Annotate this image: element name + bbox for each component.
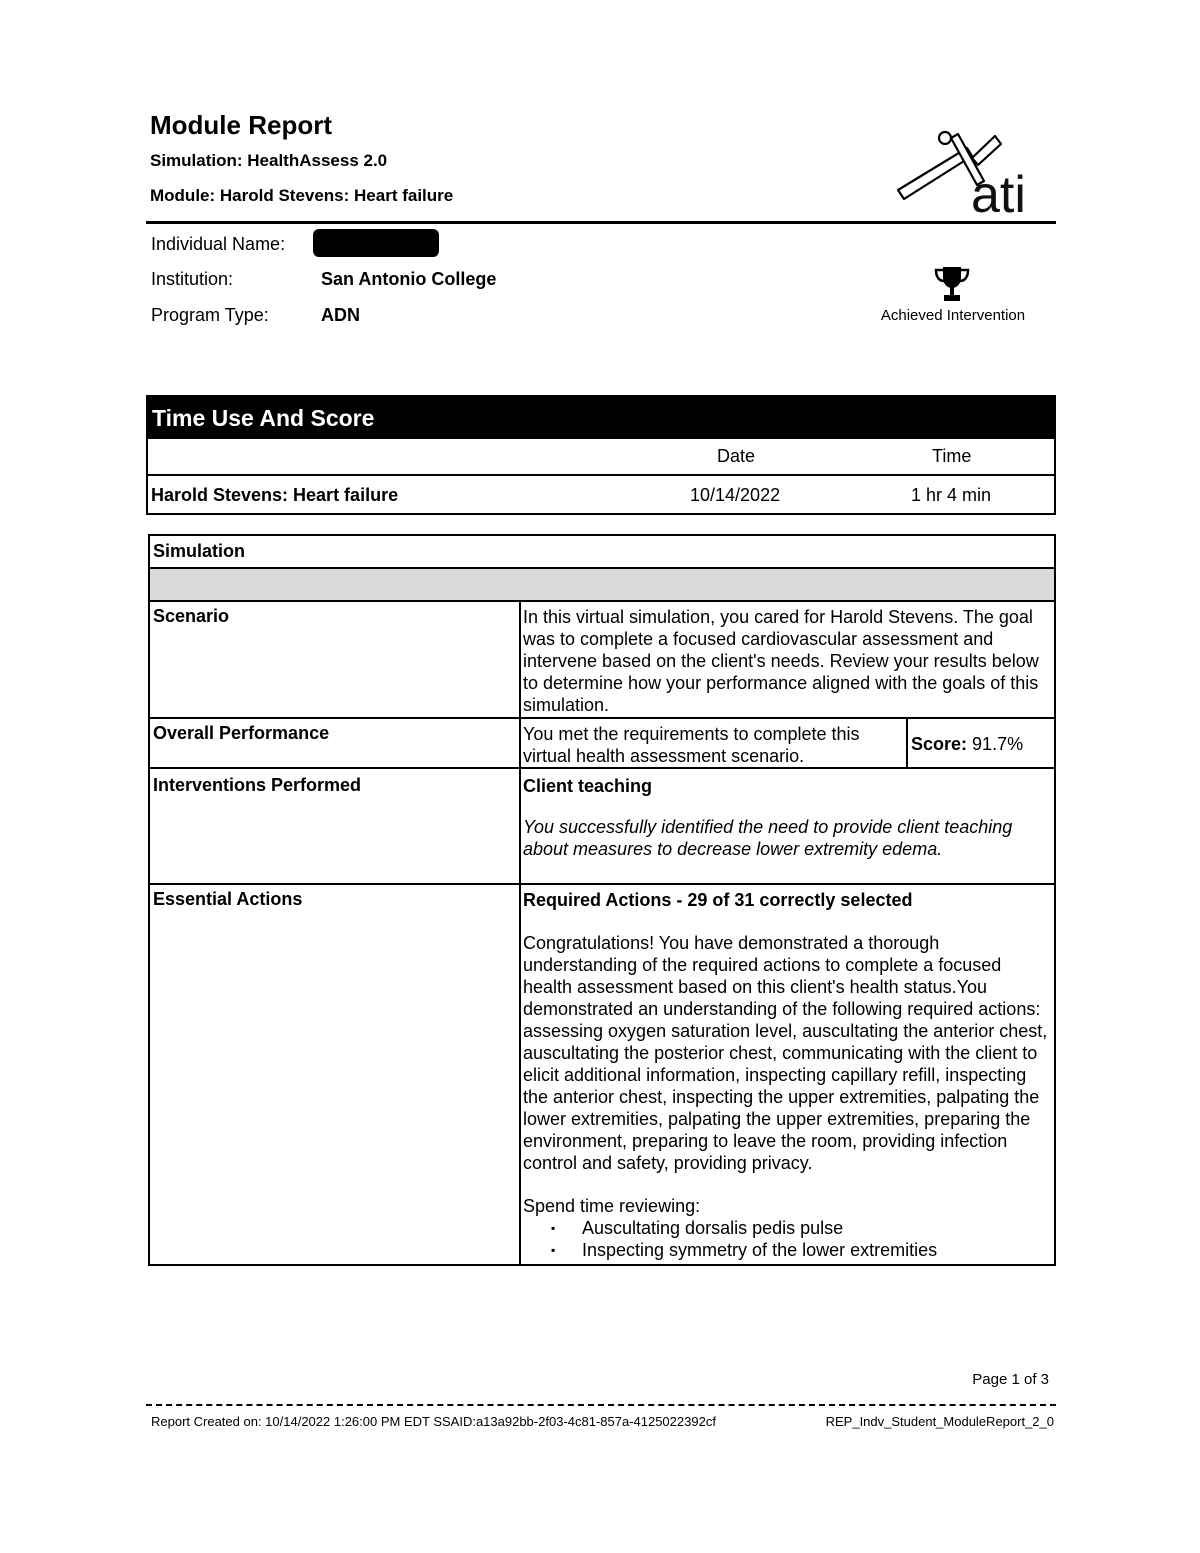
time-use-row-divider: [148, 474, 1054, 476]
report-id: REP_Indv_Student_ModuleReport_2_0: [825, 1414, 1054, 1429]
page-number: Page 1 of 3: [972, 1371, 1049, 1388]
program-type-label: Program Type:: [151, 305, 269, 325]
overall-performance-label: Overall Performance: [153, 723, 330, 743]
simulation-subtitle: Simulation: HealthAssess 2.0: [150, 151, 388, 170]
list-item: ▪ Inspecting symmetry of the lower extremities: [523, 1239, 1053, 1261]
review-label: Spend time reviewing:: [523, 1196, 701, 1216]
intervention-text: You successfully identified the need to provide client teaching about measures to decrease lower extremity edema.: [523, 817, 1013, 859]
individual-name-label: Individual Name:: [151, 234, 286, 254]
simulation-heading: Simulation: [153, 541, 246, 561]
module-name-cell: Harold Stevens: Heart failure: [151, 485, 399, 505]
scenario-label: Scenario: [153, 606, 230, 626]
report-created: Report Created on: 10/14/2022 1:26:00 PM EDT SSAID:a13a92bb-2f03-4c81-857a-4125022392cf: [151, 1414, 716, 1429]
institution-value: San Antonio College: [321, 269, 497, 289]
score-label: Score:: [911, 734, 968, 754]
required-actions-title: Required Actions - 29 of 31 correctly selected: [523, 890, 913, 910]
redacted-name: [313, 229, 439, 257]
date-column-header: Date: [717, 446, 756, 466]
table-divider: [150, 883, 1054, 885]
module-subtitle: Module: Harold Stevens: Heart failure: [150, 186, 454, 205]
table-divider: [150, 717, 1054, 719]
achievement-label: Achieved Intervention: [880, 307, 1026, 324]
column-divider: [519, 600, 521, 1266]
simulation-table: [148, 534, 1056, 1266]
table-divider: [150, 767, 1054, 769]
date-cell: 10/14/2022: [690, 485, 781, 505]
score-cell: [911, 734, 1023, 755]
institution-label: Institution:: [151, 269, 234, 289]
interventions-label: Interventions Performed: [153, 775, 362, 795]
page-title: Module Report: [150, 110, 332, 140]
ati-logo: [893, 128, 1043, 218]
grey-band: [150, 569, 1054, 601]
trophy-icon: [933, 265, 971, 305]
list-item: ▪ Auscultating dorsalis pedis pulse: [523, 1217, 1053, 1239]
overall-performance-text: You met the requirements to complete this virtual health assessment scenario.: [523, 724, 860, 766]
time-cell: 1 hr 4 min: [911, 485, 992, 505]
header-divider: [146, 221, 1056, 224]
footer-divider: [146, 1404, 1056, 1406]
review-list: [523, 1217, 1053, 1261]
time-use-table: [146, 395, 1056, 515]
time-column-header: Time: [932, 446, 972, 466]
program-type-value: ADN: [321, 305, 360, 325]
intervention-title: Client teaching: [523, 776, 653, 796]
score-value: 91.7%: [972, 734, 1024, 754]
scenario-text: In this virtual simulation, you cared for Harold Stevens. The goal was to complete a focused cardiovascular assessment and intervene based on the client's needs. Review your results below to determine how your performance aligned with the goals of this simulation.: [523, 607, 1039, 715]
time-use-heading: Time Use And Score: [148, 397, 1054, 439]
score-divider: [906, 717, 908, 769]
table-divider: [150, 600, 1054, 602]
ati-logo-text: ati: [971, 166, 1026, 218]
required-actions-text: Congratulations! You have demonstrated a thorough understanding of the required actions to complete a focused health assessment based on this client's health status.You demonstrated an understanding of the following required actions: assessing oxygen saturation level, auscultating the anterior chest, auscultating the posterior chest, communicating with the client to elicit additional information, inspecting capillary refill, inspecting the anterior chest, inspecting the upper extremities, palpating the lower extremities, palpating the upper extremities, preparing the environment, preparing to leave the room, providing infection control and safety, providing privacy.: [523, 933, 1048, 1173]
essential-actions-label: Essential Actions: [153, 889, 303, 909]
